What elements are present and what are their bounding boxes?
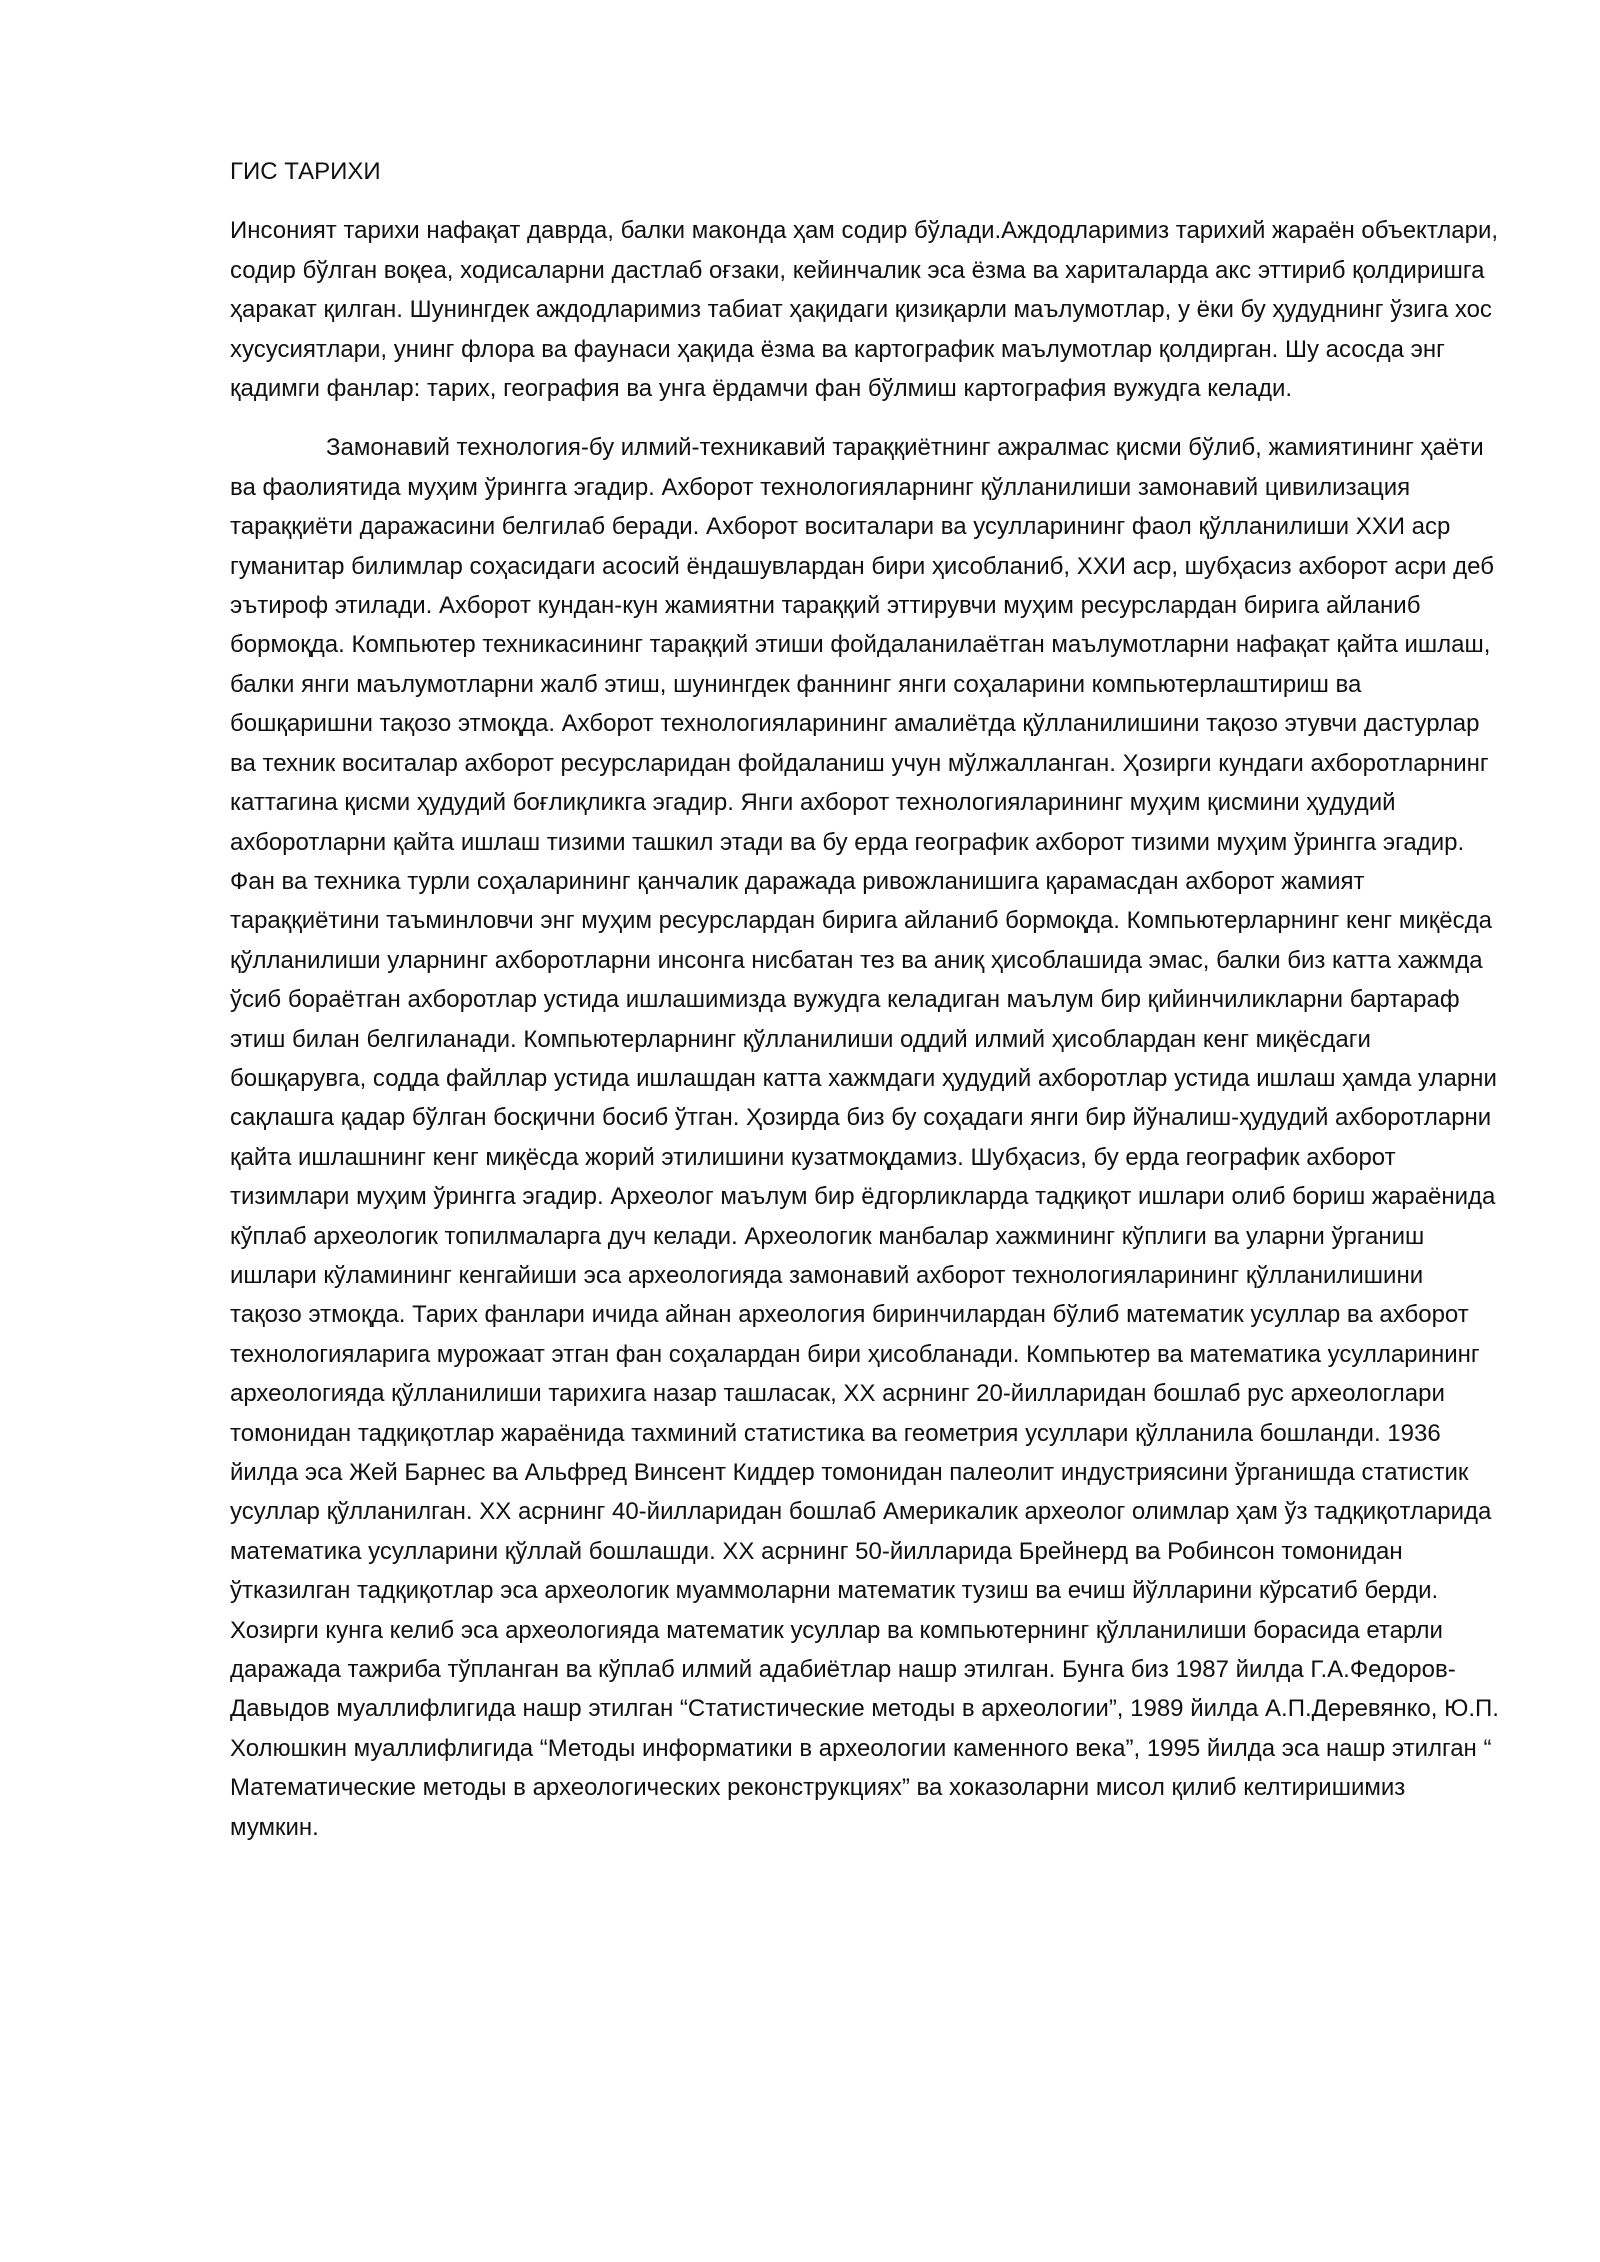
document-body bbox=[230, 152, 1500, 1867]
paragraph-intro: Инсоният тарихи нафақат даврда, балки маконда ҳам содир бўлади.Аждодларимиз тарихий жараён объектлари, содир бўлган воқеа, ходисаларни дастлаб оғзаки, кейинчалик эса ёзма ва хариталарда акс эттириб қолдиришга ҳаракат қилган. Шунингдек аждодларимиз табиат ҳақидаги қизиқарли маълумотлар, у ёки бу ҳудуднинг ўзига хос хусусиятлари, унинг флора ва фаунаси ҳақида ёзма ва картографик маълумотлар қолдирган. Шу асосда энг қадимги фанлар: тарих, география ва унга ёрдамчи фан бўлмиш картография вужудга келади. bbox=[230, 217, 1499, 403]
paragraph-main: Замонавий технология-бу илмий-техникавий тараққиётнинг ажралмас қисми бўлиб, жамиятининг ҳаёти ва фаолиятида муҳим ўрингга эгадир. Ахборот технологияларнинг қўлланилиши замонавий цивилизация тараққиёти даражасини белгилаб беради. Ахборот воситалари ва усулларининг фаол қўлланилиши ХХИ аср гуманитар билимлар соҳасидаги асосий ёндашувлардан бири ҳисобланиб, ХХИ аср, шубҳасиз ахборот асри деб эътироф этилади. Ахборот кундан-кун жамиятни тараққий эттирувчи муҳим ресурслардан бирига айланиб бормоқда. Компьютер техникасининг тараққий этиши фойдаланилаётган маълумотларни нафақат қайта ишлаш, балки янги маълумотларни жалб этиш, шунингдек фаннинг янги соҳаларини компьютерлаштириш ва бошқаришни тақозо этмоқда. Ахборот технологияларининг амалиётда қўлланилишини тақозо этувчи дастурлар ва техник воситалар ахборот ресурсларидан фойдаланиш учун мўлжалланган. Ҳозирги кундаги ахборотларнинг каттагина қисми ҳудудий боғлиқликга эгадир. Янги ахборот технологияларининг муҳим қисмини ҳудудий ахборотларни қайта ишлаш тизими ташкил этади ва бу ерда географик ахборот тизими муҳим ўрингга эгадир. Фан ва техника турли соҳаларининг қанчалик даражада ривожланишига қарамасдан ахборот жамият тараққиётини таъминловчи энг муҳим ресурслардан бирига айланиб бормоқда. Компьютерларнинг кенг миқёсда қўлланилиши уларнинг ахборотларни инсонга нисбатан тез ва аниқ ҳисоблашида эмас, балки биз катта хажмда ўсиб бораётган ахборотлар устида ишлашимизда вужудга келадиган маълум бир қийинчиликларни бартараф этиш билан белгиланади. Компьютерларнинг қўлланилиши оддий илмий ҳисоблардан кенг миқёсдаги бошқарувга, содда файллар устида ишлашдан катта хажмдаги ҳудудий ахборотлар устида ишлаш ҳамда уларни сақлашга қадар бўлган босқични босиб ўтган. Ҳозирда биз бу соҳадаги янги бир йўналиш-ҳудудий ахборотларни қайта ишлашнинг кенг миқёсда жорий этилишини кузатмоқдамиз. Шубҳасиз, бу ерда географик ахборот тизимлари муҳим ўрингга эгадир. Археолог маълум бир ёдгорликларда тадқиқот ишлари олиб бориш жараёнида кўплаб археологик топилмаларга дуч келади. Археологик манбалар хажмининг кўплиги ва уларни ўрганиш ишлари кўламининг кенгайиши эса археологияда замонавий ахборот технологияларининг қўлланилишини тақозо этмоқда. Тарих фанлари ичида айнан археология биринчилардан бўлиб математик усуллар ва ахборот технологияларига мурожаат этган фан соҳалардан бири ҳисобланади. Компьютер ва математика усулларининг археологияда қўлланилиши тарихига назар ташласак, ХХ асрнинг 20-йилларидан бошлаб рус археологлари томонидан тадқиқотлар жараёнида тахминий статистика ва геометрия усуллари қўлланила бошланди. 1936 йилда эса Жей Барнес ва Альфред Винсент Киддер томонидан палеолит индустриясини ўрганишда статистик усуллар қўлланилган. ХХ асрнинг 40-йилларидан бошлаб Америкалик археолог олимлар ҳам ўз тадқиқотларида математика усулларини қўллай бошлашди. ХХ асрнинг 50-йилларида Брейнерд ва Робинсон томонидан ўтказилган тадқиқотлар эса археологик муаммоларни математик тузиш ва ечиш йўлларини кўрсатиб берди. Хозирги кунга келиб эса археологияда математик усуллар ва компьютернинг қўлланилиши борасида етарли даражада тажриба тўпланган ва кўплаб илмий адабиётлар нашр этилган. Бунга биз 1987 йилда Г.А.Федоров-Давыдов муаллифлигида нашр этилган “Статистические методы в археологии”, 1989 йилда А.П.Деревянко, Ю.П. Холюшкин муаллифлигида “Методы информатики в археологии каменного века”, 1995 йилда эса нашр этилган “ Математические методы в археологических реконструкциях” ва хоказоларни мисол қилиб келтиришимиз мумкин. bbox=[230, 434, 1499, 1841]
document-title: ГИС ТАРИХИ bbox=[230, 158, 381, 185]
